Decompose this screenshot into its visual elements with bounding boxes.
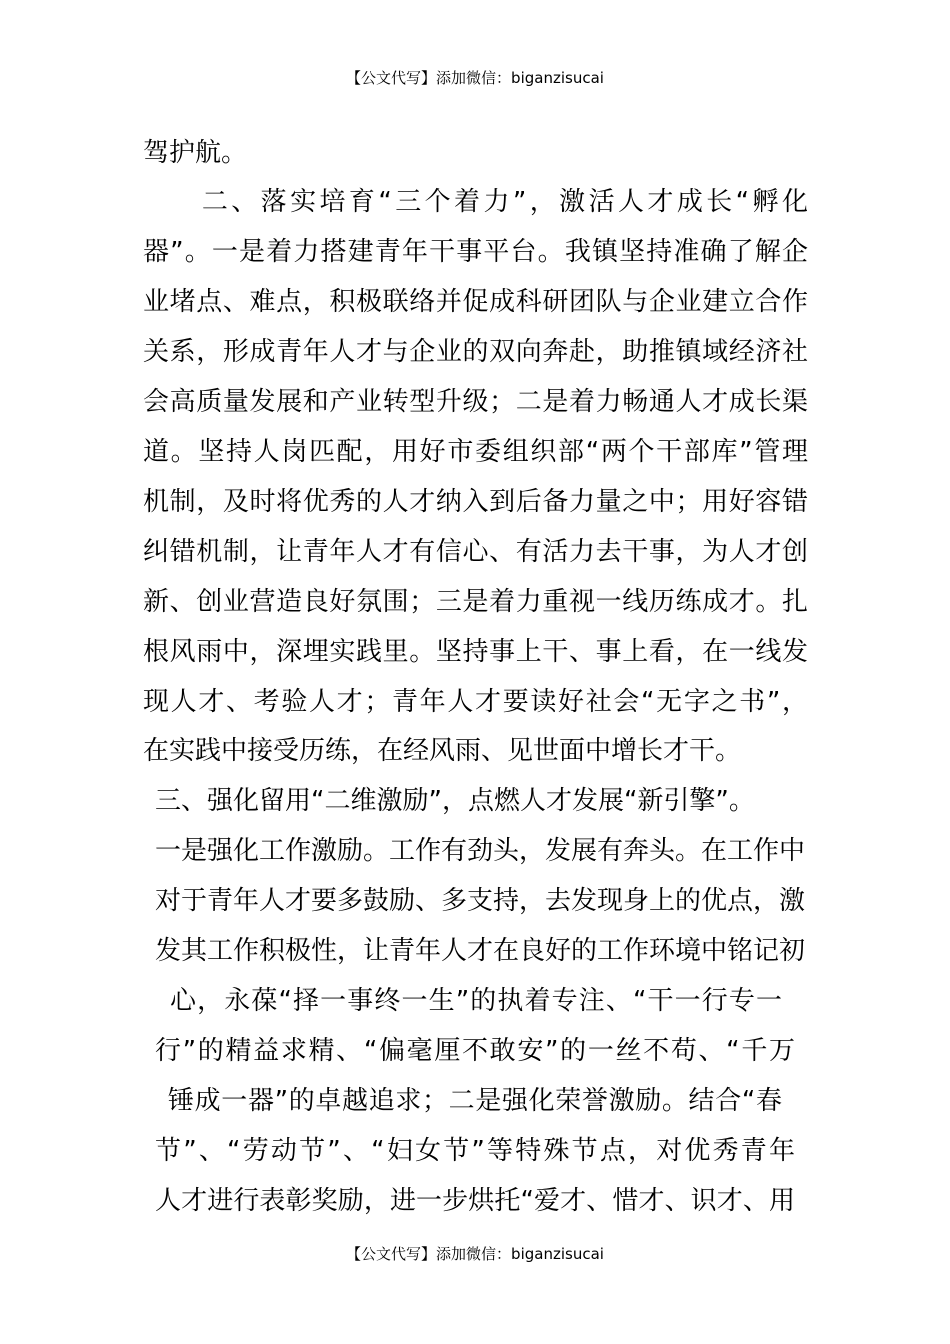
text-line: 道。坚持人岗匹配，用好市委组织部“两个干部库”管理 [143,437,808,467]
text-line: 对于青年人才要多鼓励、多支持，去发现身上的优点，激 [155,886,806,916]
text-line: 发其工作积极性，让青年人才在良好的工作环境中铭记初 [155,936,806,966]
page-footer: 【公文代写】添加微信：biganzisucai [346,1245,604,1263]
text-line: 人才进行表彰奖励，进一步烘托“爱才、惜才、识才、用 [155,1186,795,1216]
text-line: 心，永葆“择一事终一生”的执着专注、“干一行专一 [170,986,782,1016]
text-line: 器”。一是着力搭建青年干事平台。我镇坚持准确了解企 [143,237,808,267]
text-line: 业堵点、难点，积极联络并促成科研团队与企业建立合作 [143,287,808,317]
text-line: 关系，形成青年人才与企业的双向奔赴，助推镇域经济社 [143,337,808,367]
text-line: 在实践中接受历练，在经风雨、见世面中增长才干。 [143,736,742,766]
text-line: 机制，及时将优秀的人才纳入到后备力量之中；用好容错 [143,487,808,517]
text-line: 根风雨中，深埋实践里。坚持事上干、事上看，在一线发 [143,637,808,667]
text-line: 现人才、考验人才；青年人才要读好社会“无字之书”， [143,687,808,717]
text-line: 锤成一器”的卓越追求；二是强化荣誉激励。结合“春 [168,1086,782,1116]
text-line: 纠错机制，让青年人才有信心、有活力去干事，为人才创 [143,537,808,567]
text-line: 会高质量发展和产业转型升级；二是着力畅通人才成长渠 [143,387,808,417]
text-line: 新、创业营造良好氛围；三是着力重视一线历练成才。扎 [143,587,808,617]
text-line: 驾护航。 [143,138,248,168]
text-line: 节”、“劳动节”、“妇女节”等特殊节点，对优秀青年 [155,1136,795,1166]
text-line: 二、落实培育“三个着力”，激活人才成长“孵化 [143,187,808,217]
text-line: 三、强化留用“二维激励”，点燃人才发展“新引擎”。 [155,786,755,816]
page-header: 【公文代写】添加微信：biganzisucai [346,69,604,87]
text-line: 一是强化工作激励。工作有劲头，发展有奔头。在工作中 [155,836,806,866]
text-line: 行”的精益求精、“偏毫厘不敢安”的一丝不苟、“千万 [155,1036,795,1066]
